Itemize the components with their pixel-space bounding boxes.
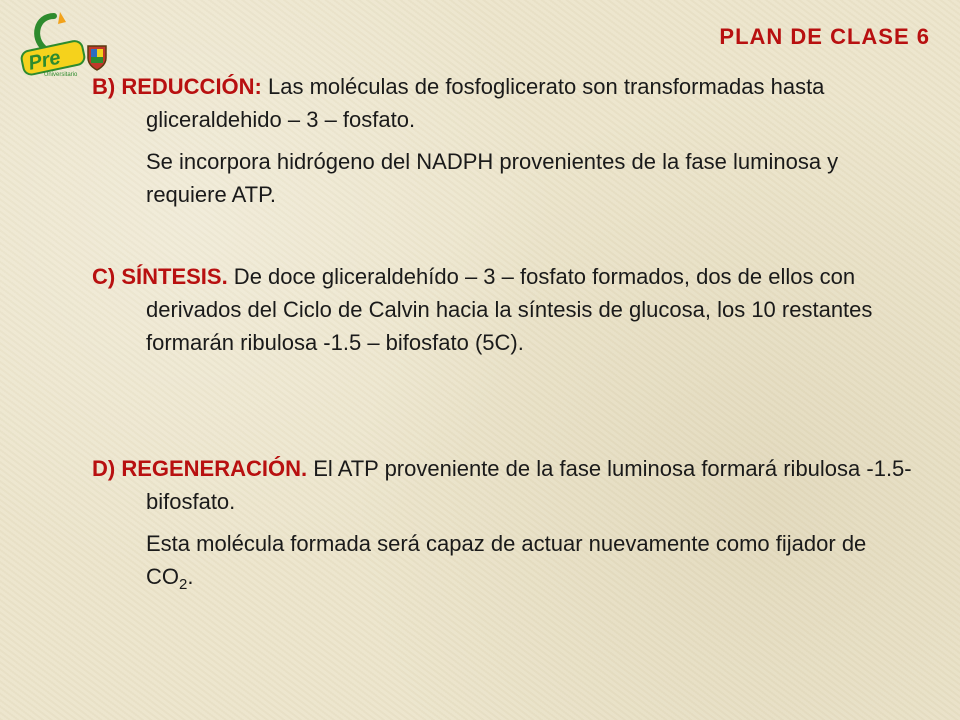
section-regeneracion <box>92 452 946 518</box>
section-text-reduccion: Las moléculas de fosfoglicerato son transformadas hasta gliceraldehido – 3 – fosfato. <box>146 74 825 132</box>
slide-title: PLAN DE CLASE 6 <box>719 24 930 49</box>
continuation-text-regeneracion: Esta molécula formada será capaz de actuar nuevamente como fijador de CO <box>146 531 867 589</box>
section-reduccion <box>92 70 946 136</box>
section-heading-regeneracion: D) REGENERACIÓN. <box>92 456 308 481</box>
section-heading-sintesis: C) SÍNTESIS. <box>92 264 228 289</box>
section-continuation-reduccion: Se incorpora hidrógeno del NADPH provenientes de la fase luminosa y requiere ATP. <box>146 149 839 207</box>
logo-text: Pre <box>26 46 63 75</box>
section-heading-reduccion: B) REDUCCIÓN: <box>92 74 262 99</box>
continuation-trailing: . <box>187 564 194 589</box>
section-text-regeneracion: El ATP proveniente de la fase luminosa formará ribulosa -1.5-bifosfato. <box>146 456 912 514</box>
section-text-sintesis: De doce gliceraldehído – 3 – fosfato formados, dos de ellos con derivados del Ciclo de Calvin hacia la síntesis de glucosa, los 10 restantes formarán ribulosa -1.5 – bifosfato (5C). <box>146 264 873 355</box>
co2-subscript: 2 <box>179 576 188 593</box>
logo-subtext: Universitario <box>44 72 78 78</box>
section-continuation-regeneracion <box>146 527 892 593</box>
section-sintesis <box>92 260 946 359</box>
